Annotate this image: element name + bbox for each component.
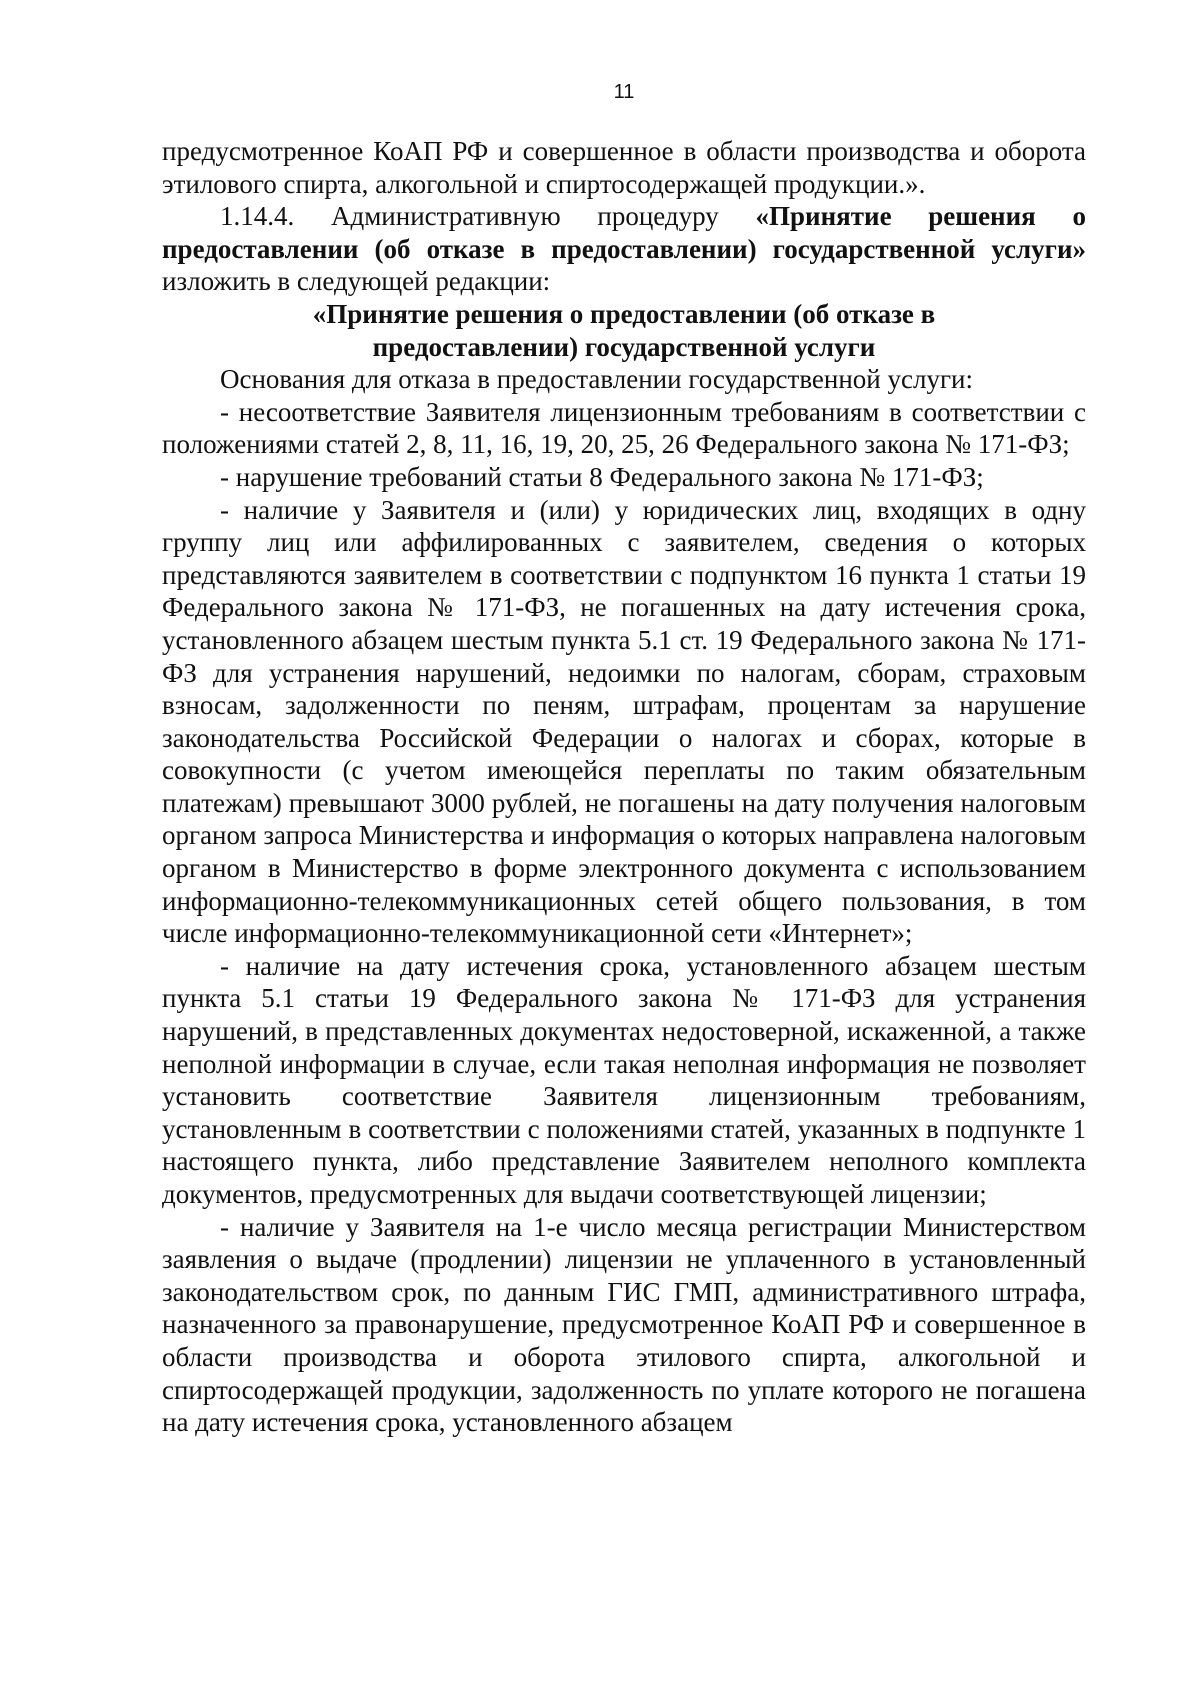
paragraph-ground-noncompliance: - несоответствие Заявителя лицензионным требованиям в соответствии с положениями статей 2, 8, 11, 16, 19, 20, 25, 26 Федерального закона № 171-ФЗ; — [162, 396, 1086, 460]
procedure-name-bold: «Принятие решения о предоставлении (об отказе в предоставлении) государственной услуги» — [162, 201, 1086, 264]
page-number: 11 — [613, 81, 635, 103]
paragraph-continuation: предусмотренное КоАП РФ и совершенное в области производства и оборота этилового спирта, алкогольной и спиртосодержащей продукции.». — [162, 136, 1086, 199]
document-page — [162, 0, 1086, 1697]
paragraph-ground-false-information: - наличие на дату истечения срока, установленного абзацем шестым пункта 5.1 статьи 19 Федерального закона № 171-ФЗ для устранения нарушений, в представленных документах недостоверной, искаженной, а также неполной информации в случае, если такая неполная информация не позволяет установить соответствие Заявителя лицензионным требованиям, установленным в соответствии с положениями статей, указанных в подпункте 1 настоящего пункта, либо представление Заявителем неполного комплекта документов, предусмотренных для выдачи соответствующей лицензии; — [162, 950, 1086, 1209]
section-heading-line-1: «Принятие решения о предоставлении (об отказе в — [312, 298, 936, 329]
amendment-tail-text: изложить в следующей редакции: — [162, 266, 551, 297]
section-heading — [162, 298, 1086, 363]
section-heading-line-2: предоставлении) государственной услуги — [372, 331, 876, 362]
paragraph-ground-unpaid-fine: - наличие у Заявителя на 1-е число месяца регистрации Министерством заявления о выдаче (продлении) лицензии не уплаченного в установленный законодательством срок, по данным ГИС ГМП, административного штрафа, назначенного за правонарушение, предусмотренное КоАП РФ и совершенное в области производства и оборота этилового спирта, алкогольной и спиртосодержащей продукции, задолженность по уплате которого не погашена на дату истечения срока, установленного абзацем — [162, 1211, 1086, 1438]
paragraph-grounds-intro: Основания для отказа в предоставлении государственной услуги: — [220, 364, 973, 395]
paragraph-ground-article-8: - нарушение требований статьи 8 Федерального закона № 171-ФЗ; — [220, 461, 984, 492]
paragraph-ground-tax-arrears: - наличие у Заявителя и (или) у юридических лиц, входящих в одну группу лиц или аффилированных с заявителем, сведения о которых представляются заявителем в соответствии с подпунктом 16 пункта 1 статьи 19 Федерального закона № 171-ФЗ, не погашенных на дату истечения срока, установленного абзацем шестым пункта 5.1 ст. 19 Федерального закона № 171-ФЗ для устранения нарушений, недоимки по налогам, сборам, страховым взносам, задолженности по пеням, штрафам, процентам за нарушение законодательства Российской Федерации о налогах и сборах, которые в совокупности (с учетом имеющейся переплаты по таким обязательным платежам) превышают 3000 рублей, не погашены на дату получения налоговым органом запроса Министерства и информация о которых направлена налоговым органом в Министерство в форме электронного документа с использованием информационно-телекоммуникационных сетей общего пользования, в том числе информационно-телекоммуникационной сети «Интернет»; — [162, 494, 1086, 949]
paragraph-amendment-1-14-4 — [162, 200, 1086, 298]
amendment-number-text: 1.14.4. Административную процедуру — [220, 201, 756, 232]
document-body — [162, 135, 1086, 1439]
